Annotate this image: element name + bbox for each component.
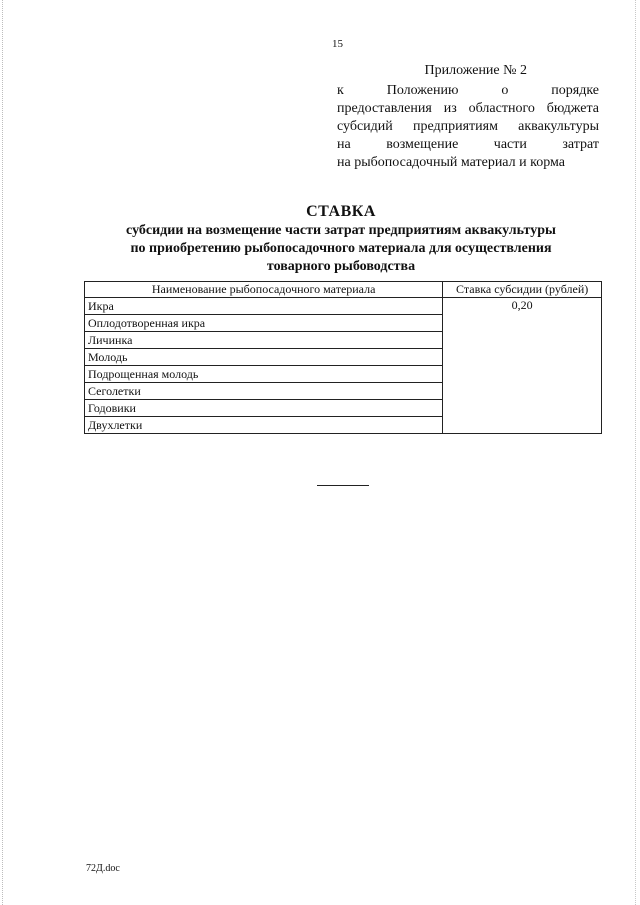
appendix-title: Приложение № 2 [424, 63, 527, 78]
header-material-name: Наименование рыбопосадочного материала [85, 282, 443, 298]
heading-title: СТАВКА [306, 203, 376, 220]
heading-subtitle-line: субсидии на возмещение части затрат предприятиям аквакультуры [126, 223, 556, 238]
heading-subtitle-line: по приобретению рыбопосадочного материала для осуществления [130, 241, 552, 256]
subsidy-rate-table [84, 281, 602, 434]
end-separator-line [317, 485, 369, 486]
table-row [85, 298, 602, 315]
table-header-row [85, 282, 602, 298]
material-name-cell: Личинка [85, 332, 443, 349]
scan-edge-right [635, 0, 637, 905]
footer-filename: 72Д.doc [86, 863, 120, 874]
appendix-line: на рыбопосадочный материал и корма [337, 155, 565, 170]
appendix-line: к Положению о порядке [337, 83, 599, 98]
material-name-cell: Икра [85, 298, 443, 315]
document-heading [80, 202, 602, 276]
appendix-line: предоставления из областного бюджета [337, 101, 599, 116]
material-name-cell: Сеголетки [85, 383, 443, 400]
heading-subtitle-line: товарного рыбоводства [266, 259, 416, 274]
scan-edge-left [2, 0, 4, 905]
appendix-block [337, 62, 599, 172]
header-subsidy-rate: Ставка субсидии (рублей) [443, 282, 602, 298]
material-name-cell: Годовики [85, 400, 443, 417]
page-number: 15 [332, 38, 343, 50]
material-name-cell: Оплодотворенная икра [85, 315, 443, 332]
material-name-cell: Молодь [85, 349, 443, 366]
subsidy-rate-cell: 0,20 [443, 298, 602, 434]
material-name-cell: Двухлетки [85, 417, 443, 434]
appendix-line: на возмещение части затрат [337, 137, 599, 152]
appendix-line: субсидий предприятиям аквакультуры [337, 119, 599, 134]
material-name-cell: Подрощенная молодь [85, 366, 443, 383]
